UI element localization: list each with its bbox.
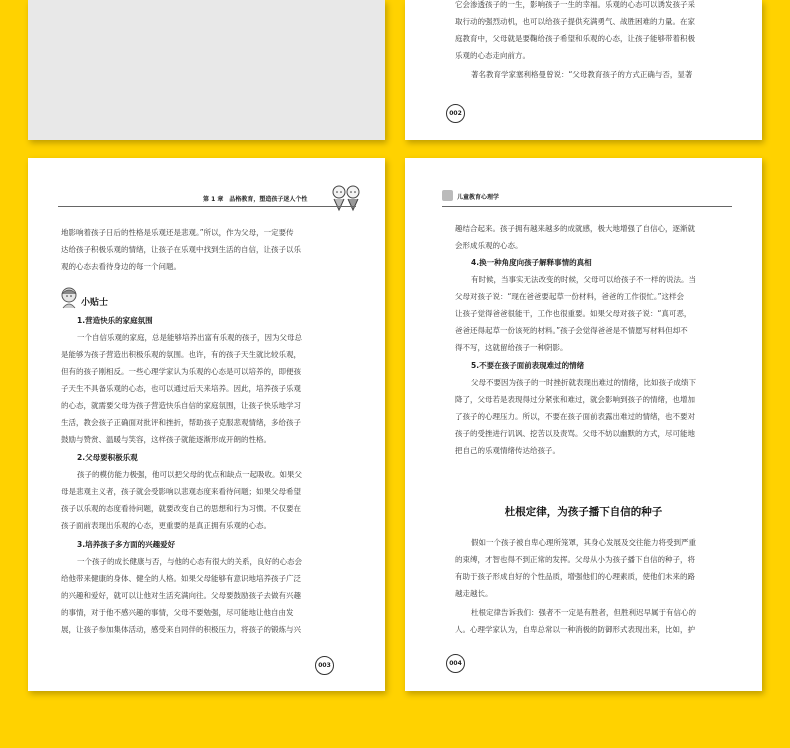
paragraph-line: 鼓励与赞赏、温暖与笑容，这样孩子就能逐渐形成开朗的性格。 [61,435,271,444]
article-title: 杜根定律，为孩子播下自信的种子 [504,506,663,518]
paragraph-line: 生活，教会孩子正确面对批评和挫折，帮助孩子克服悲观情绪，多给孩子 [61,418,301,427]
paragraph-line: 孩子以乐观的态度看待问题，就要改变自己的思想和行为习惯。不仅要在 [61,504,301,513]
page-number: 004 [446,654,465,673]
paragraph-line: 母是悲观主义者，孩子就会受影响以悲观态度来看待问题；如果父母希望 [61,487,301,496]
paragraph-line: 子天生不具备乐观的心态，也可以通过后天来培养。因此，培养孩子乐观 [61,384,301,393]
header-rule [58,206,356,207]
paragraph-line: 庭教育中，父母就是要鞠给孩子希望和乐观的心态，让孩子能够带着积极 [455,34,695,43]
paragraph-line: 有时候，当事实无法改变的时候，父母可以给孩子不一样的说法。当 [471,275,696,284]
paragraph-line: 的事情，对于他不感兴趣的事情，父母不要勉强，尽可能地让他自由发 [61,608,294,617]
paragraph-line: 了孩子的心理压力。所以，不要在孩子面前表露出难过的情绪，也不要对 [455,412,695,421]
paragraph-line: 人。心理学家认为，自卑总常以一种消极的防御形式表现出来，比如，护 [455,625,695,634]
paragraph-line: 它会渗透孩子的一生，影响孩子一生的幸福。乐观的心态可以诱发孩子采 [455,0,695,9]
tip-title: 小贴士 [81,298,109,308]
section-heading: 1.营造快乐的家庭氛围 [77,316,153,325]
paragraph-line: 假如一个孩子被自卑心理所笼罩，其身心发展及交往能力将受到严重 [471,538,696,547]
paragraph-line: 有助于孩子形成自好的个性品质，增强他们的心理素质，使他们未来的路 [455,572,695,581]
paragraph-line: 会形成乐观的心态。 [455,241,523,250]
paragraph-line: 著名教育学家塞利格曼曾说：“父母教育孩子的方式正确与否，显著 [471,70,693,79]
paragraph-line: 父母不要因为孩子的一时挫折就表现出难过的情绪，比如孩子成绩下 [471,378,696,387]
page-number: 003 [315,656,334,675]
blank-page [28,0,385,140]
paragraph-line: 杜根定律告诉我们：强者不一定是有胜者，但胜利迟早属于有信心的 [471,608,696,617]
paragraph-line: 但有的孩子刚相反。一些心理学家认为乐观的心态是可以培养的，即便孩 [61,367,301,376]
tip-girl-icon [60,287,78,309]
paragraph-line: 地影响着孩子日后的性格是乐观还是悲观。”所以，作为父母，一定要传 [61,228,294,237]
header-rule [442,206,732,207]
paragraph-line: 给他带来健康的身体、健全的人格。如果父母能够有意识地培养孩子广泛 [61,574,301,583]
section-heading: 3.培养孩子多方面的兴趣爱好 [77,540,176,549]
page-004 [405,158,762,691]
paragraph-line: 一个孩子的成长健康与否，与他的心态有很大的关系，良好的心态会 [77,557,302,566]
paragraph-line: 把自己的乐观情绪传达给孩子。 [455,446,560,455]
paragraph-line: 孩子面前表现出乐观的心态，更重要的是真正拥有乐观的心态。 [61,521,271,530]
paragraph-line: 爸爸还得起草一份该死的材料。”孩子会觉得爸爸是不情愿写材料但却不 [455,326,688,335]
paragraph-line: 父母对孩子说：“现在爸爸要起草一份材料，爸爸的工作很忙。”这样会 [455,292,685,301]
section-heading: 2.父母要积极乐观 [77,453,138,462]
paragraph-line: 得不写，这就留给孩子一种阴影。 [455,343,568,352]
page-number: 002 [446,104,465,123]
paragraph-line: 的束缚，才智也得不到正常的发挥。父母从小为孩子播下自信的种子，将 [455,555,695,564]
paragraph-line: 一个自信乐观的家庭，总是能够培养出富有乐观的孩子，因为父母总 [77,333,302,342]
section-heading: 5.不要在孩子面前表现难过的情绪 [471,361,585,370]
paragraph-line: 是能够为孩子营造出积极乐观的氛围。也许，有的孩子天生就比较乐观， [61,350,301,359]
paragraph-line: 观的心态去看待身边的每一个问题。 [61,262,181,271]
paragraph-line: 降了，父母若是表现得过分紧张和难过，就会影响到孩子的情绪，也增加 [455,395,695,404]
running-head: 儿童教育心理学 [457,194,500,201]
paragraph-line: 达给孩子积极乐观的情绪，让孩子在乐观中找到生活的自信，让孩子以乐 [61,245,301,254]
paragraph-line: 让孩子觉得爸爸很能干，工作也很重要。如果父母对孩子说：“真可恶， [455,309,692,318]
paragraph-line: 乐观的心态走向前方。 [455,51,530,60]
section-heading: 4.换一种角度向孩子解释事情的真相 [471,258,592,267]
paragraph-line: 孩子的模仿能力极强，他可以把父母的优点和缺点一起吸收。如果父 [77,470,302,479]
paragraph-line: 孩子的受挫进行讥讽、挖苦以及责骂。父母不妨以幽默的方式，尽可能地 [455,429,695,438]
paragraph-line: 的兴趣和爱好，就可以让他对生活充满向往。父母要鼓励孩子去做有兴趣 [61,591,301,600]
paragraph-line: 的心态，就需要父母为孩子营造快乐自信的家庭氛围，让孩子快乐地学习 [61,401,301,410]
page-002 [405,0,762,140]
paragraph-line: 取行动的强烈动机，也可以给孩子提供充满勇气、战胜困难的力量。在家 [455,17,695,26]
paragraph-line: 趣结合起来。孩子拥有越来越多的成就感，极大地增强了自信心，逐渐就 [455,224,695,233]
page-003 [28,158,385,691]
header-mark-icon [442,190,453,201]
paragraph-line: 展，让孩子参加集体活动，感受来自同伴的积极压力，将孩子的锻炼与兴 [61,625,301,634]
paragraph-line: 越走越长。 [455,589,493,598]
running-head: 第 1 章 品格教育，塑造孩子迷人个性 [203,196,308,203]
children-illustration [328,184,364,214]
